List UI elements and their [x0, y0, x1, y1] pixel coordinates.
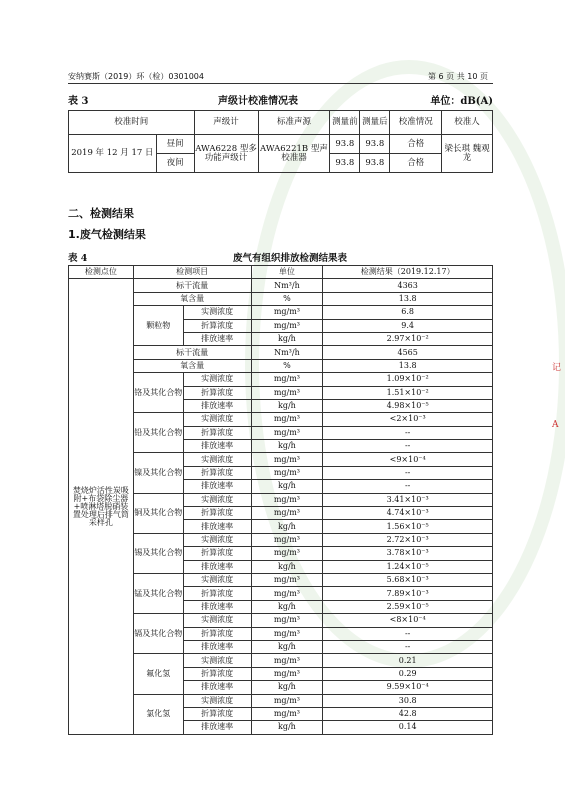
standard-source: AWA6221B 型声校准器	[258, 135, 330, 173]
result-cell: 6.8	[323, 306, 493, 319]
result-cell: 2.59×10⁻⁵	[323, 600, 493, 613]
unit-cell: mg/m³	[251, 453, 323, 466]
subsection-heading: 1.废气检测结果	[68, 228, 146, 241]
unit-cell: kg/h	[251, 399, 323, 412]
group-name: 锡及其化合物	[133, 533, 183, 573]
group-name: 氯化氢	[133, 694, 183, 734]
sub-item-cell: 排放速率	[183, 399, 251, 412]
header-rule	[68, 83, 493, 84]
result-cell: <8×10⁻⁴	[323, 614, 493, 627]
sub-item-cell: 折算浓度	[183, 507, 251, 520]
unit-cell: kg/h	[251, 480, 323, 493]
result-cell: 2.72×10⁻³	[323, 533, 493, 546]
sub-item-cell: 实测浓度	[183, 306, 251, 319]
sub-item-cell: 实测浓度	[183, 533, 251, 546]
calibration-date: 2019 年 12 月 17 日	[69, 135, 157, 173]
unit-cell: mg/m³	[251, 547, 323, 560]
table-row	[69, 279, 493, 292]
result-cell: <2×10⁻³	[323, 413, 493, 426]
unit-cell: mg/m³	[251, 507, 323, 520]
result-cell: --	[323, 640, 493, 653]
period-cell: 夜间	[156, 154, 194, 173]
table4-title-row	[68, 250, 493, 263]
sub-item-cell: 实测浓度	[183, 694, 251, 707]
header-cell: 检测结果（2019.12.17）	[323, 266, 493, 279]
group-name: 颗粒物	[133, 306, 183, 346]
group-name: 氟化氢	[133, 654, 183, 694]
emission-results-table	[68, 265, 493, 735]
unit-cell: mg/m³	[251, 707, 323, 720]
group-name: 镍及其化合物	[133, 453, 183, 493]
unit-cell: kg/h	[251, 332, 323, 345]
sub-item-cell: 折算浓度	[183, 627, 251, 640]
unit-cell: mg/m³	[251, 426, 323, 439]
result-cell: 1.24×10⁻⁵	[323, 560, 493, 573]
sub-item-cell: 排放速率	[183, 480, 251, 493]
value-cell: 93.8	[330, 154, 360, 173]
result-cell: 1.51×10⁻²	[323, 386, 493, 399]
sampling-location: 焚烧炉活性炭吸附+布袋除尘器+喷淋塔脱硝装置处理后排气筒采样孔	[69, 279, 134, 734]
sub-item-cell: 折算浓度	[183, 547, 251, 560]
sub-item-cell: 实测浓度	[183, 493, 251, 506]
header-cell: 检测点位	[69, 266, 134, 279]
value-cell: 93.8	[360, 154, 390, 173]
unit-cell: mg/m³	[251, 319, 323, 332]
header-cell: 标准声源	[258, 111, 330, 135]
unit-cell: mg/m³	[251, 694, 323, 707]
result-cell: 7.89×10⁻³	[323, 587, 493, 600]
unit-cell: kg/h	[251, 640, 323, 653]
sub-item-cell: 排放速率	[183, 560, 251, 573]
period-cell: 昼间	[156, 135, 194, 154]
result-cell: 3.41×10⁻³	[323, 493, 493, 506]
result-cell: --	[323, 627, 493, 640]
sub-item-cell: 实测浓度	[183, 573, 251, 586]
result-cell: 4565	[323, 346, 493, 359]
side-mark: A	[552, 420, 559, 430]
result-cell: 13.8	[323, 359, 493, 372]
sub-item-cell: 实测浓度	[183, 413, 251, 426]
unit-cell: mg/m³	[251, 386, 323, 399]
result-cell: 30.8	[323, 694, 493, 707]
result-cell: 4.98×10⁻⁵	[323, 399, 493, 412]
table4-caption: 废气有组织排放检测结果表	[233, 253, 348, 264]
sub-item-cell: 折算浓度	[183, 587, 251, 600]
table3-label: 表 3	[68, 96, 89, 107]
group-name: 铅及其化合物	[133, 413, 183, 453]
item-cell: 氧含量	[133, 292, 251, 305]
result-cell: 9.59×10⁻⁴	[323, 681, 493, 694]
result-cell: 9.4	[323, 319, 493, 332]
unit-cell: mg/m³	[251, 306, 323, 319]
status-cell: 合格	[390, 154, 442, 173]
table3-title-row	[68, 92, 493, 106]
result-cell: --	[323, 440, 493, 453]
unit-cell: kg/h	[251, 721, 323, 734]
group-name: 铜及其化合物	[133, 493, 183, 533]
table3-caption: 声级计校准情况表	[218, 96, 298, 107]
result-cell: 4.74×10⁻³	[323, 507, 493, 520]
page-number: 第 6 页 共 10 页	[428, 72, 488, 81]
sub-item-cell: 排放速率	[183, 332, 251, 345]
header-cell: 校准情况	[390, 111, 442, 135]
sub-item-cell: 排放速率	[183, 520, 251, 533]
unit-cell: %	[251, 292, 323, 305]
status-cell: 合格	[390, 135, 442, 154]
sub-item-cell: 折算浓度	[183, 386, 251, 399]
result-cell: 0.21	[323, 654, 493, 667]
sub-item-cell: 排放速率	[183, 721, 251, 734]
result-cell: 5.68×10⁻³	[323, 573, 493, 586]
group-name: 铬及其化合物	[133, 373, 183, 413]
item-cell: 氧含量	[133, 359, 251, 372]
unit-cell: mg/m³	[251, 413, 323, 426]
unit-cell: mg/m³	[251, 627, 323, 640]
side-mark: 记	[552, 363, 562, 373]
result-cell: <9×10⁻⁴	[323, 453, 493, 466]
sub-item-cell: 折算浓度	[183, 667, 251, 680]
unit-cell: mg/m³	[251, 587, 323, 600]
unit-cell: kg/h	[251, 600, 323, 613]
result-cell: 13.8	[323, 292, 493, 305]
group-name: 镉及其化合物	[133, 614, 183, 654]
sub-item-cell: 排放速率	[183, 640, 251, 653]
item-cell: 标干流量	[133, 279, 251, 292]
result-cell: 4363	[323, 279, 493, 292]
sound-meter: AWA6228 型多功能声级计	[194, 135, 258, 173]
sub-item-cell: 排放速率	[183, 600, 251, 613]
sub-item-cell: 排放速率	[183, 681, 251, 694]
header-cell: 单位	[251, 266, 323, 279]
unit-cell: %	[251, 359, 323, 372]
unit-cell: kg/h	[251, 560, 323, 573]
result-cell: --	[323, 426, 493, 439]
item-cell: 标干流量	[133, 346, 251, 359]
table4-label: 表 4	[68, 253, 88, 264]
unit-cell: mg/m³	[251, 573, 323, 586]
unit-cell: Nm³/h	[251, 346, 323, 359]
result-cell: 3.78×10⁻³	[323, 547, 493, 560]
result-cell: --	[323, 480, 493, 493]
unit-cell: mg/m³	[251, 493, 323, 506]
document-number: 安纳赛斯（2019）环（检）0301004	[68, 72, 204, 81]
calibration-table	[68, 110, 493, 173]
result-cell: --	[323, 466, 493, 479]
header-cell: 测量前	[330, 111, 360, 135]
sub-item-cell: 折算浓度	[183, 707, 251, 720]
unit-cell: mg/m³	[251, 654, 323, 667]
sub-item-cell: 排放速率	[183, 440, 251, 453]
sub-item-cell: 实测浓度	[183, 654, 251, 667]
unit-cell: Nm³/h	[251, 279, 323, 292]
value-cell: 93.8	[330, 135, 360, 154]
header-cell: 声级计	[194, 111, 258, 135]
sub-item-cell: 折算浓度	[183, 319, 251, 332]
group-name: 锰及其化合物	[133, 573, 183, 613]
header-cell: 校准人	[442, 111, 493, 135]
value-cell: 93.8	[360, 135, 390, 154]
result-cell: 1.09×10⁻²	[323, 373, 493, 386]
unit-cell: mg/m³	[251, 667, 323, 680]
sub-item-cell: 实测浓度	[183, 373, 251, 386]
section-heading: 二、检测结果	[68, 207, 134, 220]
table3-unit: 单位：dB(A)	[430, 96, 493, 107]
result-cell: 2.97×10⁻²	[323, 332, 493, 345]
result-cell: 42.8	[323, 707, 493, 720]
sub-item-cell: 实测浓度	[183, 453, 251, 466]
unit-cell: kg/h	[251, 440, 323, 453]
calibrator: 梁长琪 魏观龙	[442, 135, 493, 173]
unit-cell: kg/h	[251, 520, 323, 533]
unit-cell: mg/m³	[251, 466, 323, 479]
sub-item-cell: 实测浓度	[183, 614, 251, 627]
unit-cell: mg/m³	[251, 614, 323, 627]
header-cell: 校准时间	[69, 111, 195, 135]
result-cell: 0.29	[323, 667, 493, 680]
unit-cell: kg/h	[251, 681, 323, 694]
unit-cell: mg/m³	[251, 533, 323, 546]
result-cell: 0.14	[323, 721, 493, 734]
result-cell: 1.56×10⁻⁵	[323, 520, 493, 533]
header-cell: 测量后	[360, 111, 390, 135]
sub-item-cell: 折算浓度	[183, 466, 251, 479]
header-cell: 检测项目	[133, 266, 251, 279]
sub-item-cell: 折算浓度	[183, 426, 251, 439]
unit-cell: mg/m³	[251, 373, 323, 386]
